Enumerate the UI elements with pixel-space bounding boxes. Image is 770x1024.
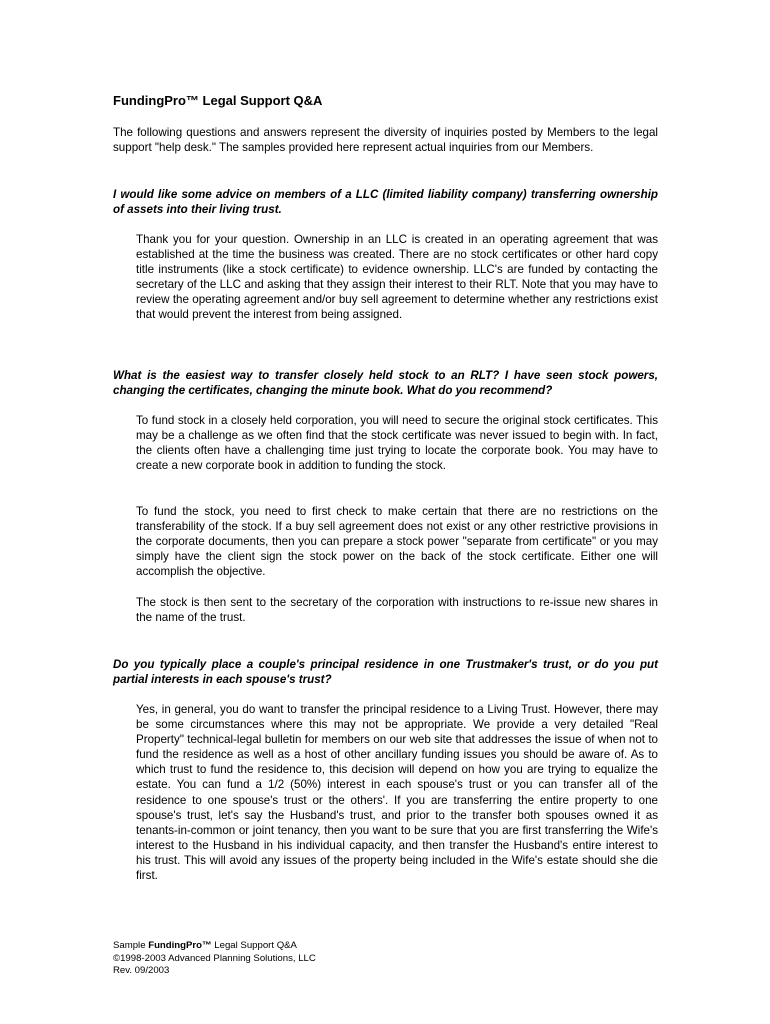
answer-2-paragraph-2: To fund the stock, you need to first check to make certain that there are no restrictions on the transferability of the stock. If a buy sell agreement does not exist or any other restrictive provisions in the corporate documents, then you can prepare a stock power "separate from certificate" or you may simply have the client sign the stock power on the back of the stock certificate. Either one will accomplish the objective. <box>136 505 658 579</box>
answer-2-paragraph-3: The stock is then sent to the secretary of the corporation with instructions to re-issue new shares in the name of the trust. <box>136 596 658 625</box>
question-3: Do you typically place a couple's principal residence in one Trustmaker's trust, or do you put partial interests in each spouse's trust? <box>113 658 658 687</box>
footer-prefix: Sample <box>113 940 149 951</box>
question-1: I would like some advice on members of a LLC (limited liability company) transferring ownership of assets into their living trust. <box>113 188 658 217</box>
answer-1-paragraph-1: Thank you for your question. Ownership in an LLC is created in an operating agreement that was established at the time the business was created. There are no stock certificates or other hard copy title instruments (like a stock certificate) to evidence ownership. LLC's are funded by contacting the secretary of the LLC and asking that they assign their interest to their RLT. Note that you may have to review the operating agreement and/or buy sell agreement to determine whether any restrictions exist that would prevent the interest from being assigned. <box>136 233 658 322</box>
question-2: What is the easiest way to transfer closely held stock to an RLT? I have seen stock powers, changing the certificates, changing the minute book. What do you recommend? <box>113 369 658 398</box>
page-footer <box>113 940 316 978</box>
intro-paragraph: The following questions and answers represent the diversity of inquiries posted by Members to the legal support "help desk." The samples provided here represent actual inquiries from our Members. <box>113 126 658 155</box>
footer-suffix: Legal Support Q&A <box>211 940 297 951</box>
footer-brand: FundingPro™ <box>148 940 212 951</box>
answer-2-paragraph-1: To fund stock in a closely held corporation, you will need to secure the original stock certificates. This may be a challenge as we often find that the stock certificate was never issued to begin with. In fact, the clients often have a challenging time just trying to locate the corporate book. You may have to create a new corporate book in addition to funding the stock. <box>136 414 658 473</box>
footer-revision: Rev. 09/2003 <box>113 965 170 976</box>
footer-line-1 <box>113 940 316 953</box>
answer-3-paragraph-1: Yes, in general, you do want to transfer the principal residence to a Living Trust. However, there may be some circumstances where this may not be appropriate. We provide a very detailed "Real Property" technical-legal bulletin for members on our web site that addresses the issue of when not to fund the residence as well as a host of other ancillary funding issues you should be aware of. As to which trust to fund the residence to, this decision will depend on how you are trying to equalize the estate. You can fund a 1/2 (50%) interest in each spouse's trust or you can transfer all of the residence to one spouse's trust or the others'. If you are transferring the entire property to one spouse's trust, let's say the Husband's trust, and prior to the transfer both spouses owned it as tenants-in-common or joint tenancy, then you want to be sure that you are first transferring the Wife's interest to the Husband in his individual capacity, and then transfer the Husband's entire interest to his trust. This will avoid any issues of the property being included in the Wife's estate should she die first. <box>136 703 658 883</box>
page-title: FundingPro™ Legal Support Q&A <box>113 93 323 108</box>
footer-copyright: ©1998-2003 Advanced Planning Solutions, LLC <box>113 952 316 964</box>
